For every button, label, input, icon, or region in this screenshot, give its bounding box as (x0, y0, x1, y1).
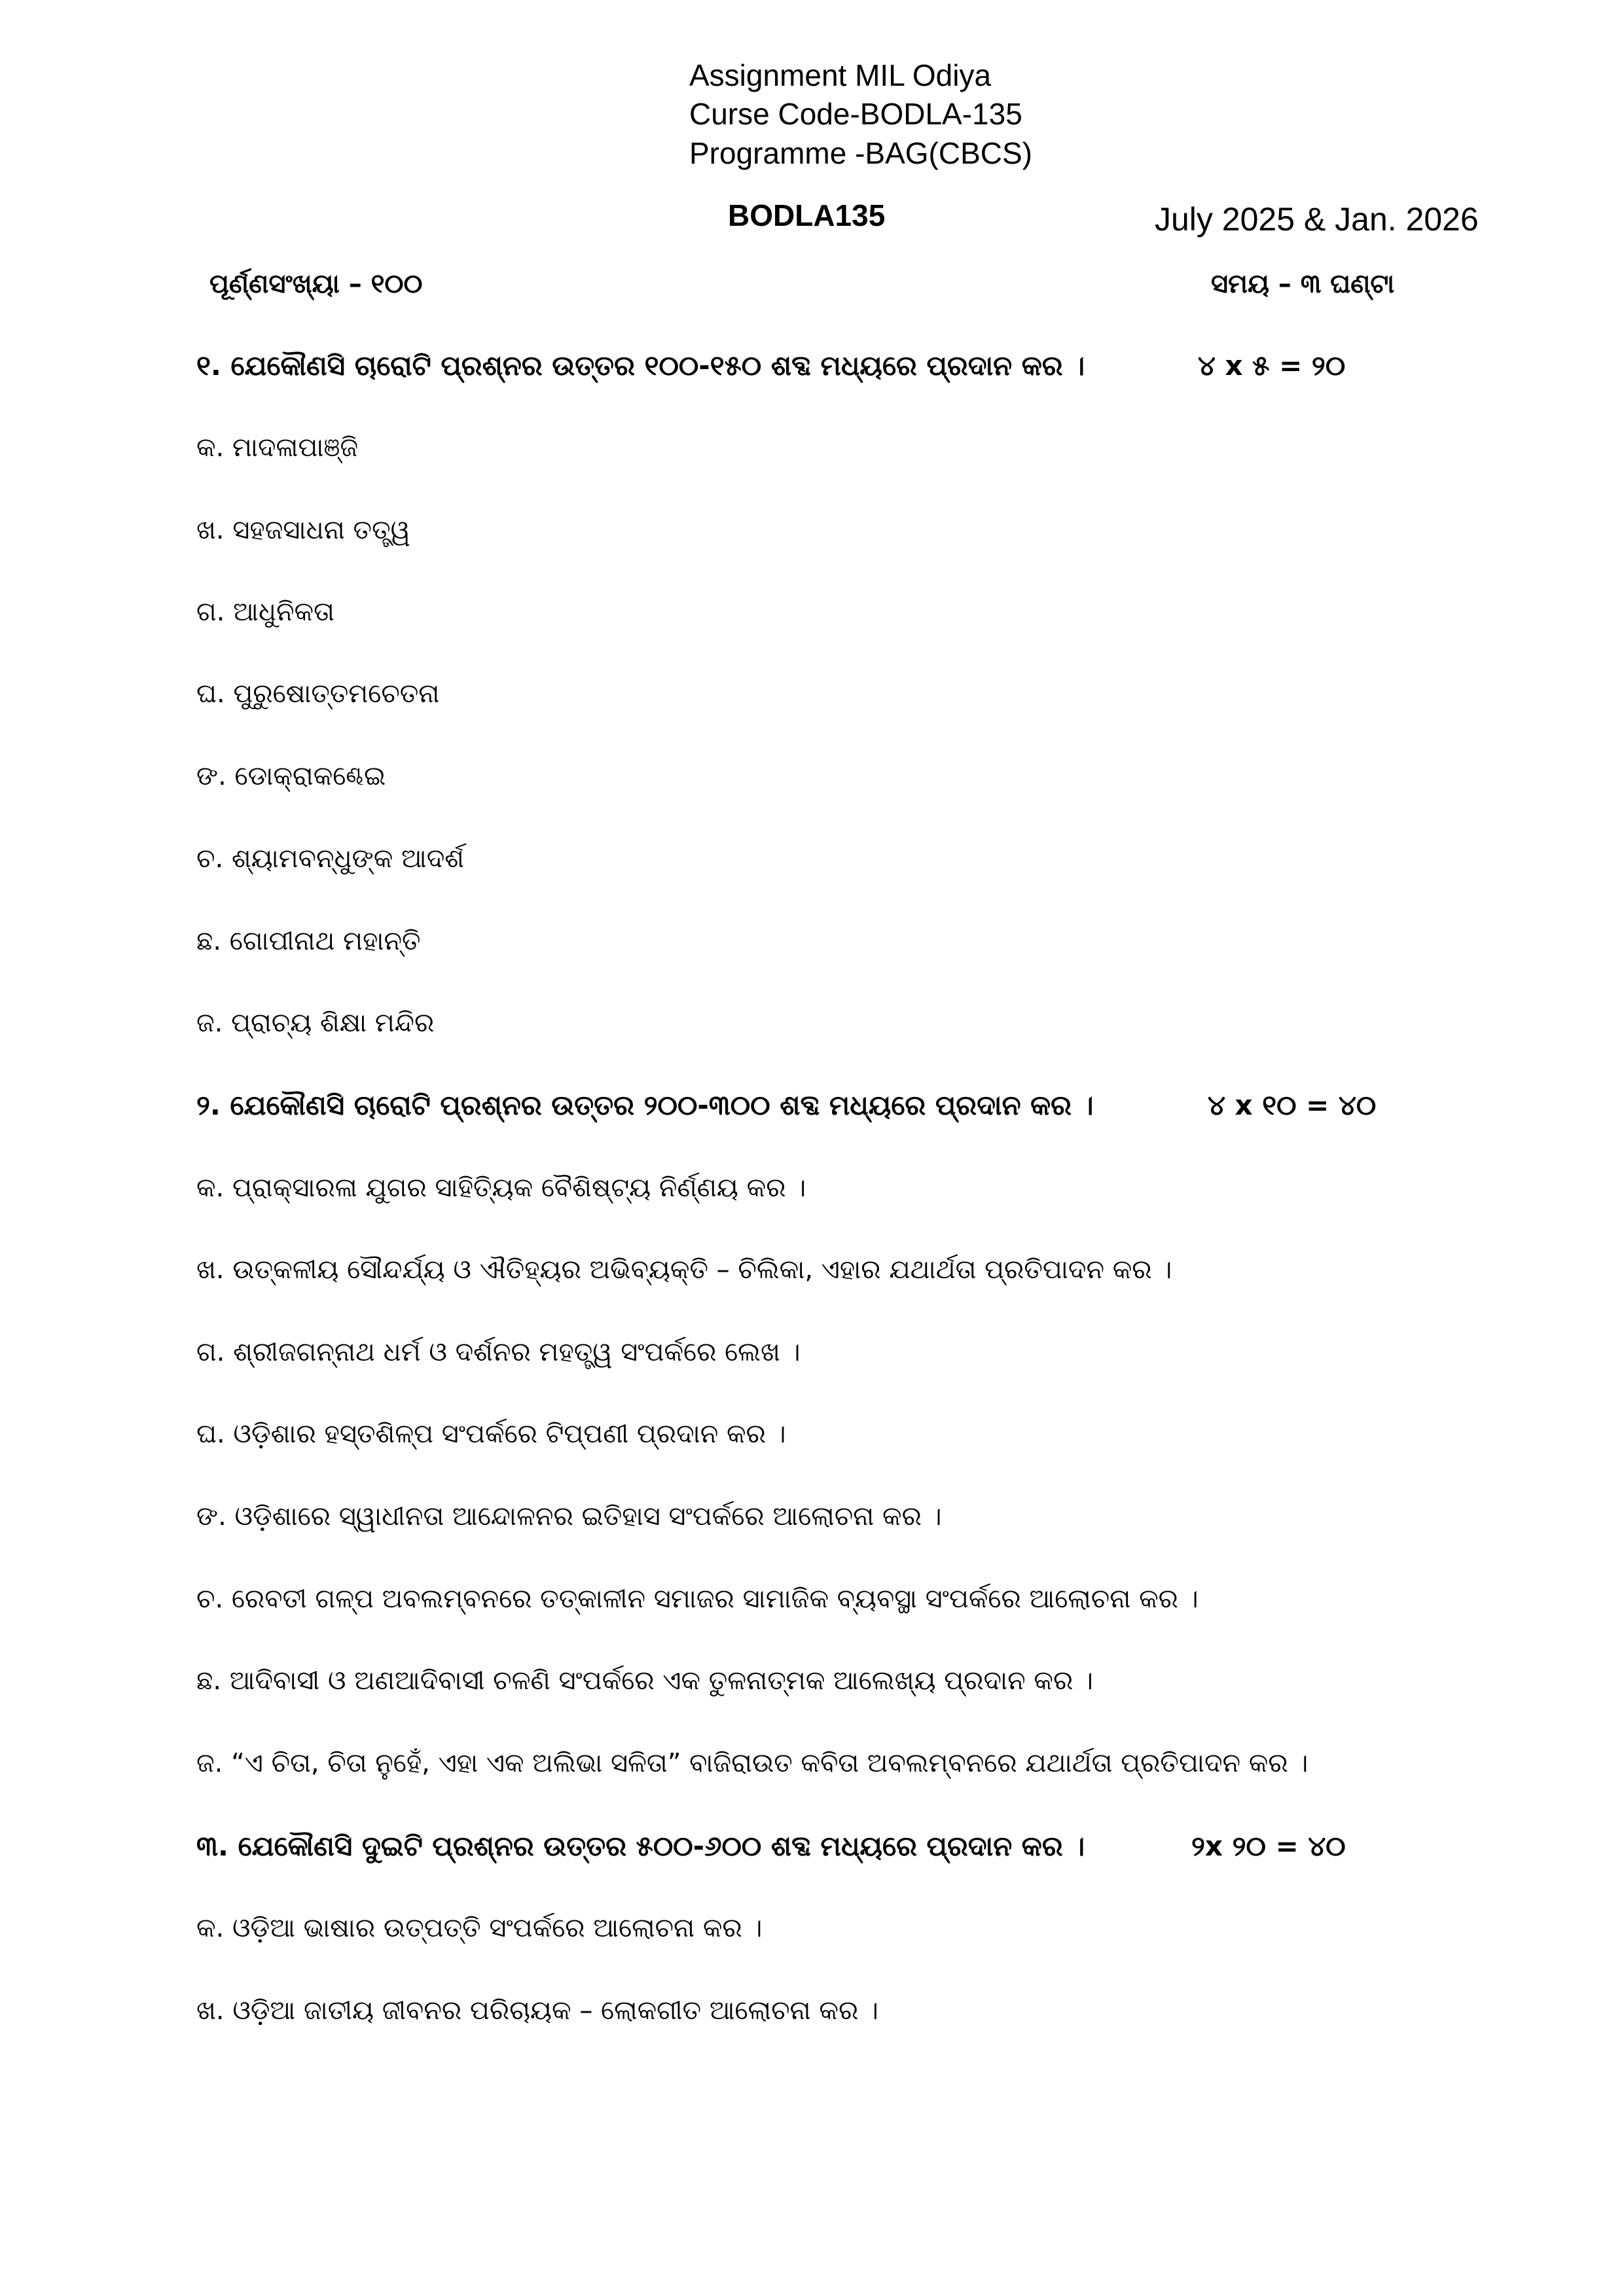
list-item: ଗ. ଶ୍ରୀଜଗନ୍ନାଥ ଧର୍ମ ଓ ଦର୍ଶନର ମହତ୍ତ୍ୱ ସଂପର୍କରେ ଲେଖ । (196, 1337, 801, 1367)
programme-line: Programme -BAG(CBCS) (689, 136, 1032, 170)
list-item: ଚ. ରେବତୀ ଗଳ୍ପ ଅବଲମ୍ବନରେ ତତ୍କାଳୀନ ସମାଜର ସାମାଜିକ ବ୍ୟବସ୍ଥା ସଂପର୍କରେ ଆଲୋଚନା କର । (196, 1584, 1199, 1614)
time-allowed: ସମୟ – ୩ ଘଣ୍ଟା (1211, 269, 1395, 299)
course-code-line: Curse Code-BODLA-135 (689, 97, 1022, 131)
section-marks: ୪ x ୫ = ୨୦ (1198, 350, 1346, 382)
section-heading: ୨. ଯେକୌଣସି ଚାରୋଟି ପ୍ରଶ୍ନର ଉତ୍ତର ୨୦୦-୩୦୦ ଶବ୍ଦ ମଧ୍ୟରେ ପ୍ରଦାନ କର । (196, 1089, 1094, 1121)
section-heading: ୧. ଯେକୌଣସି ଚାରୋଟି ପ୍ରଶ୍ନର ଉତ୍ତର ୧୦୦-୧୫୦ ଶବ୍ଦ ମଧ୍ୟରେ ପ୍ରଦାନ କର । (196, 350, 1085, 382)
full-marks: ପୂର୍ଣ୍ଣସଂଖ୍ୟା – ୧୦୦ (209, 269, 423, 299)
list-item: ଙ. ଡୋକ୍ରାକଣ୍ଢେଇ (196, 761, 386, 791)
section-marks: ୪ x ୧୦ = ୪୦ (1208, 1089, 1377, 1121)
list-item: ଛ. ଗୋପୀନାଥ ମହାନ୍ତି (196, 926, 421, 956)
session-date: July 2025 & Jan. 2026 (1155, 201, 1479, 238)
list-item: ଖ. ଉତ୍କଳୀୟ ସୌନ୍ଦର୍ଯ୍ୟ ଓ ଐତିହ୍ୟର ଅଭିବ୍ୟକ୍ତି – ଚିଲିକା, ଏହାର ଯଥାର୍ଥତା ପ୍ରତିପାଦନ କର । (196, 1255, 1172, 1285)
list-item: କ. ଓଡ଼ିଆ ଭାଷାର ଉତ୍ପତ୍ତି ସଂପର୍କରେ ଆଲୋଚନା କର । (196, 1913, 763, 1943)
list-item: ଘ. ପୁରୁଷୋତ୍ତମଚେତନା (196, 679, 440, 709)
list-item: ଘ. ଓଡ଼ିଶାର ହସ୍ତଶିଳ୍ପ ସଂପର୍କରେ ଟିପ୍ପଣୀ ପ୍ରଦାନ କର । (196, 1419, 786, 1449)
course-code: BODLA135 (728, 198, 886, 232)
list-item: ଚ. ଶ୍ୟାମବନ୍ଧୁଙ୍କ ଆଦର୍ଶ (196, 844, 464, 874)
assignment-title: Assignment MIL Odiya (689, 58, 992, 92)
list-item: ଖ. ଓଡ଼ିଆ ଜାତୀୟ ଜୀବନର ପରିଚାୟକ – ଲୋକଗୀତ ଆଲୋଚନା କର । (196, 1996, 879, 2026)
list-item: କ. ମାଦଳାପାଞ୍ଜି (196, 433, 359, 463)
section-marks: ୨x ୨୦ = ୪୦ (1191, 1830, 1346, 1862)
list-item: ଜ. “ଏ ଚିତା, ଚିତା ନୁହେଁ, ଏହା ଏକ ଅଲିଭା ସଳିତା” ବାଜିରାଉତ କବିତା ଅବଲମ୍ବନରେ ଯଥାର୍ଥତା ପ୍ରତିପାଦନ କର । (196, 1748, 1308, 1778)
list-item: ଛ. ଆଦିବାସୀ ଓ ଅଣଆଦିବାସୀ ଚଳଣି ସଂପର୍କରେ ଏକ ତୁଳନାତ୍ମକ ଆଲେଖ୍ୟ ପ୍ରଦାନ କର । (196, 1666, 1093, 1696)
list-item: କ. ପ୍ରାକ୍ସାରଳା ଯୁଗର ସାହିତ୍ୟିକ ବୈଶିଷ୍ଟ୍ୟ ନିର୍ଣ୍ଣୟ କର । (196, 1173, 806, 1203)
list-item: ଙ. ଓଡ଼ିଶାରେ ସ୍ୱାଧୀନତା ଆନ୍ଦୋଳନର ଇତିହାସ ସଂପର୍କରେ ଆଲୋଚନା କର । (196, 1501, 942, 1532)
list-item: ଗ. ଆଧୁନିକତା (196, 597, 334, 627)
list-item: ଜ. ପ୍ରାଚ୍ୟ ଶିକ୍ଷା ମନ୍ଦିର (196, 1008, 435, 1038)
section-heading: ୩. ଯେକୌଣସି ଦୁଇଟି ପ୍ରଶ୍ନର ଉତ୍ତର ୫୦୦-୬୦୦ ଶବ୍ଦ ମଧ୍ୟରେ ପ୍ରଦାନ କର । (196, 1830, 1085, 1862)
list-item: ଖ. ସହଜସାଧନା ତତ୍ତ୍ୱ (196, 515, 410, 545)
